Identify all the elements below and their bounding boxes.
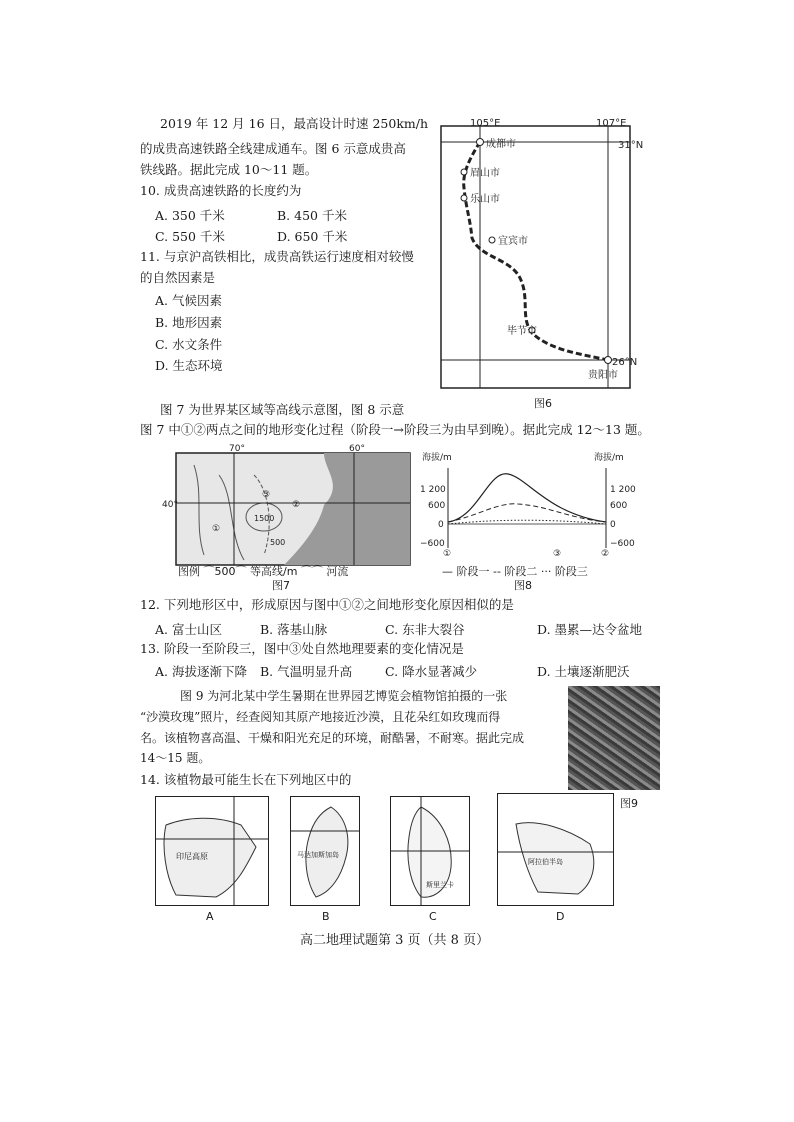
passage1-line3: 铁线路。据此完成 10～11 题。: [140, 162, 318, 177]
page-footer: 高二地理试题第 3 页（共 8 页）: [300, 933, 490, 948]
q13-option-b: B. 气温明显升高: [260, 664, 353, 679]
q11-option-a: A. 气候因素: [155, 293, 222, 308]
fig6-city-meishan: 眉山市: [470, 168, 500, 179]
fig8-tick-neg600: −600: [420, 539, 445, 549]
q11-stem-line1: 11. 与京沪高铁相比，成贵高铁运行速度相对较慢: [140, 249, 414, 264]
fig6-lon-left: 105°E: [470, 118, 501, 129]
fig8-tick-0-right: 0: [610, 520, 616, 530]
q12-option-c: C. 东非大裂谷: [385, 622, 465, 637]
q14-map-d: [497, 793, 614, 906]
figure7-contour-map: [162, 444, 414, 570]
q13-option-c: C. 降水显著减少: [385, 664, 478, 679]
map-c-label: 斯里兰卡: [426, 881, 454, 889]
fig8-x-3: ③: [553, 549, 562, 559]
q14-map-c: [390, 796, 470, 906]
fig8-tick-0: 0: [438, 520, 444, 530]
fig6-city-yibin: 宜宾市: [498, 236, 528, 247]
fig8-x-2: ②: [601, 549, 610, 559]
q10-stem: 10. 成贵高速铁路的长度约为: [140, 183, 302, 198]
fig8-ylabel-left: 海拔/m: [422, 453, 452, 463]
passage3-line2: “沙漠玫瑰”照片，经查阅知其原产地接近沙漠，且花朵红如玫瑰而得: [140, 710, 501, 724]
fig7-lon-60: 60°: [349, 444, 365, 454]
q11-option-c: C. 水文条件: [155, 337, 223, 352]
q10-option-c: C. 550 千米: [155, 229, 225, 244]
fig7-lat-40: 40°: [162, 500, 178, 510]
fig7-point-3: ③: [262, 490, 271, 500]
q12-option-d: D. 墨累—达令盆地: [537, 622, 643, 637]
q12-stem: 12. 下列地形区中，形成原因与图中①②之间地形变化原因相似的是: [140, 597, 514, 612]
fig8-tick-1200: 1 200: [420, 485, 446, 495]
fig8-legend: — 阶段一 ‐‐ 阶段二 ··· 阶段三: [442, 565, 588, 578]
fig7-lon-70: 70°: [229, 444, 245, 454]
q10-option-d: D. 650 千米: [277, 229, 348, 244]
figure6-railway-map: [440, 118, 650, 396]
fig6-caption: 图6: [534, 397, 552, 410]
fig7-contour-1500: 1500: [254, 514, 275, 523]
q13-option-d: D. 土壤逐渐肥沃: [537, 664, 630, 679]
fig6-city-leshan: 乐山市: [470, 194, 500, 205]
q14-map-a: [155, 796, 269, 906]
fig6-lat-top: 31°N: [618, 140, 644, 151]
passage1-line1: 2019 年 12 月 16 日，最高设计时速 250km/h: [160, 116, 429, 131]
fig8-x-1: ①: [443, 549, 452, 559]
passage1-line2: 的成贵高速铁路全线建成通车。图 6 示意成贵高: [140, 141, 406, 156]
q13-option-a: A. 海拔逐渐下降: [155, 664, 247, 679]
fig7-point-2: ②: [292, 500, 301, 510]
fig6-city-guiyang: 贵阳市: [588, 370, 618, 381]
q12-option-a: A. 富士山区: [155, 622, 222, 637]
map-a-label: 印尼高原: [176, 852, 208, 861]
fig7-contour-500a: 500: [270, 538, 286, 547]
fig7-legend: 图例 ⌒500⌒ 等高线/m ⌒⌒ 河流: [178, 565, 349, 578]
fig7-caption: 图7: [272, 579, 290, 592]
passage3-line4: 14～15 题。: [140, 751, 211, 765]
map-d-letter: D: [556, 910, 565, 923]
fig6-city-bijie: 毕节市: [507, 326, 537, 337]
map-c-letter: C: [429, 910, 437, 923]
fig9-caption: 图9: [620, 797, 638, 810]
fig7-point-1: ①: [212, 524, 221, 534]
map-d-label: 阿拉伯半岛: [528, 858, 563, 866]
figure9-desert-rose-photo: [568, 686, 660, 790]
map-a-letter: A: [206, 910, 214, 923]
q11-option-b: B. 地形因素: [155, 315, 223, 330]
q12-option-b: B. 落基山脉: [260, 622, 328, 637]
passage2-line1: 图 7 为世界某区域等高线示意图，图 8 示意: [160, 402, 405, 417]
q10-option-b: B. 450 千米: [277, 208, 347, 223]
q14-map-b: [290, 796, 360, 906]
passage2-line2: 图 7 中①②两点之间的地形变化过程（阶段一→阶段三为由早到晚）。据此完成 12～13 题。: [140, 422, 650, 437]
fig8-caption: 图8: [514, 579, 532, 592]
map-b-letter: B: [322, 910, 330, 923]
q11-stem-line2: 的自然因素是: [140, 270, 216, 285]
fig6-lon-right: 107°E: [596, 118, 627, 129]
q10-option-a: A. 350 千米: [155, 208, 225, 223]
passage3-line1: 图 9 为河北某中学生暑期在世界园艺博览会植物馆拍摄的一张: [180, 689, 508, 703]
fig8-tick-600-right: 600: [610, 501, 628, 511]
fig6-city-chengdu: 成都市: [486, 139, 516, 150]
passage3-line3: 名。该植物喜高温、干燥和阳光充足的环境，耐酷暑，不耐寒。据此完成: [140, 731, 525, 745]
fig8-tick-600: 600: [428, 501, 446, 511]
q11-option-d: D. 生态环境: [155, 358, 223, 373]
fig8-tick-neg600-right: −600: [610, 539, 635, 549]
q14-stem: 14. 该植物最可能生长在下列地区中的: [140, 772, 352, 787]
fig8-ylabel-right: 海拔/m: [594, 453, 624, 463]
map-b-label: 马达加斯加岛: [297, 851, 339, 859]
fig8-tick-1200-right: 1 200: [610, 485, 636, 495]
fig6-lat-bottom: 26°N: [612, 357, 638, 368]
figure8-profile-chart: [418, 448, 638, 573]
q13-stem: 13. 阶段一至阶段三，图中③处自然地理要素的变化情况是: [140, 641, 464, 656]
